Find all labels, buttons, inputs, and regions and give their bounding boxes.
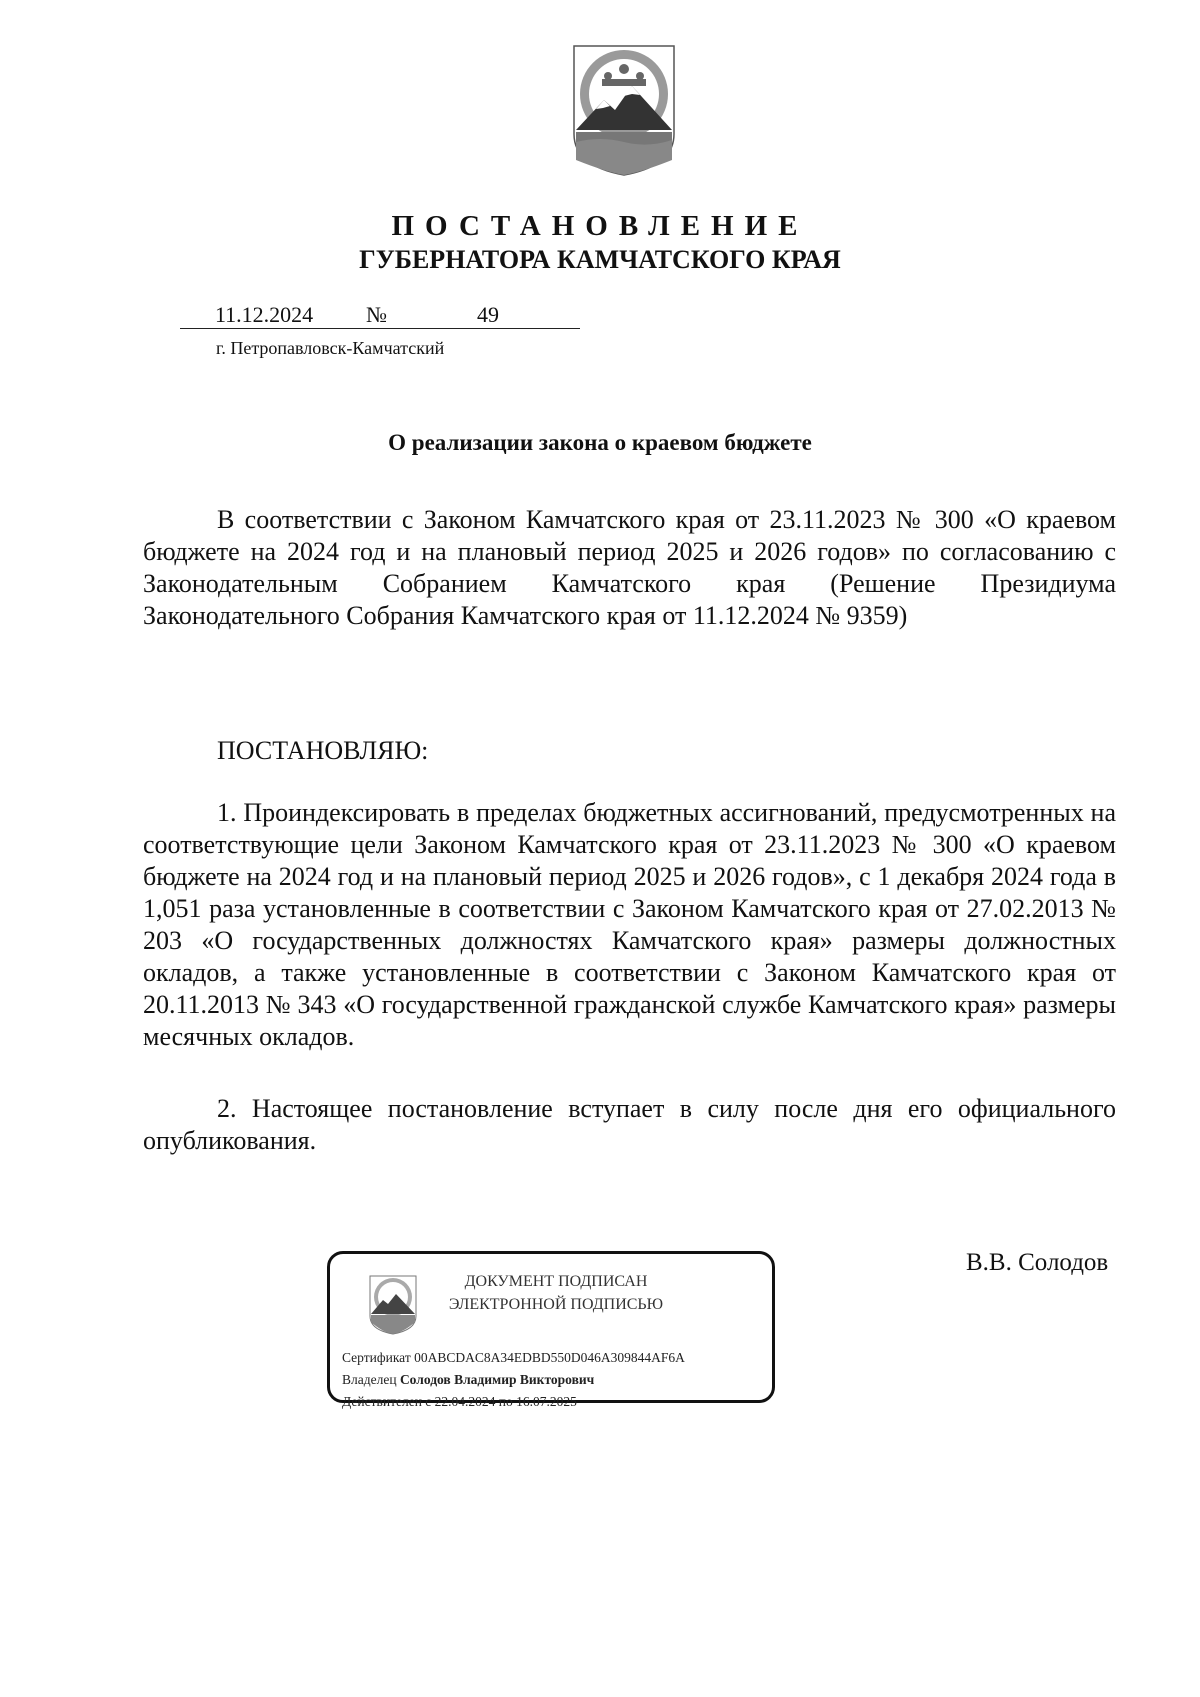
valid-to-value: 16.07.2025 (516, 1394, 577, 1409)
preamble-paragraph: В соответствии с Законом Камчатского края от 23.11.2023 № 300 «О краевом бюджете на 2024 год и на плановый период 2025 и 2026 годов» по согласованию с Законодательным Собранием Камчатского края (Решение Президиума Законодательного Собрания Камчатского края от 11.12.2024 № 9359) (143, 505, 1116, 630)
owner-row (342, 1372, 594, 1388)
coat-of-arms-icon (572, 42, 676, 177)
validity-row (342, 1394, 577, 1410)
valid-from-value: 22.04.2024 (434, 1394, 496, 1409)
stamp-emblem-icon (368, 1274, 418, 1336)
signer-name: В.В. Солодов (966, 1249, 1109, 1276)
certificate-label: Сертификат (342, 1350, 411, 1365)
certificate-row (342, 1350, 685, 1366)
certificate-value: 00ABCDAC8A34EDBD550D046A309844AF6A (414, 1350, 685, 1365)
document-date: 11.12.2024 (215, 302, 314, 327)
electronic-signature-stamp (327, 1251, 775, 1409)
date-underline (180, 328, 580, 329)
item-2-paragraph: 2. Настоящее постановление вступает в силу после дня его официального опубликования. (143, 1094, 1116, 1155)
document-type: ПОСТАНОВЛЕНИЕ (391, 210, 809, 242)
stamp-title (438, 1270, 674, 1316)
document-subject: О реализации закона о краевом бюджете (388, 430, 812, 455)
valid-from-label: Действителен с (342, 1394, 432, 1409)
city: г. Петропавловск-Камчатский (216, 338, 445, 358)
item-1-paragraph: 1. Проиндексировать в пределах бюджетных ассигнований, предусмотренных на соответствующие цели Законом Камчатского края от 23.11.2023 № 300 «О краевом бюджете на 2024 год и на плановый период 2025 и 2026 годов», с 1 декабря 2024 года в 1,051 раза установленные в соответствии с Законом Камчатского края от 27.02.2013 № 203 «О государственных должностях Камчатского края» размеры должностных окладов, а также установленные в соответствии с Законом Камчатского края от 20.11.2013 № 343 «О государственной гражданской службе Камчатского края» размеры месячных окладов. (143, 798, 1116, 1051)
number-sign: № (366, 302, 387, 327)
document-number: 49 (477, 302, 499, 327)
stamp-title-line2: ЭЛЕКТРОННОЙ ПОДПИСЬЮ (448, 1296, 664, 1313)
stamp-title-line1: ДОКУМЕНТ ПОДПИСАН (464, 1273, 648, 1290)
issuer: ГУБЕРНАТОРА КАМЧАТСКОГО КРАЯ (359, 245, 841, 274)
owner-label: Владелец (342, 1372, 397, 1387)
date-number-line (180, 302, 580, 332)
valid-to-label: по (498, 1394, 513, 1409)
decree-heading: ПОСТАНОВЛЯЮ: (217, 736, 429, 765)
owner-value: Солодов Владимир Викторович (399, 1372, 595, 1387)
